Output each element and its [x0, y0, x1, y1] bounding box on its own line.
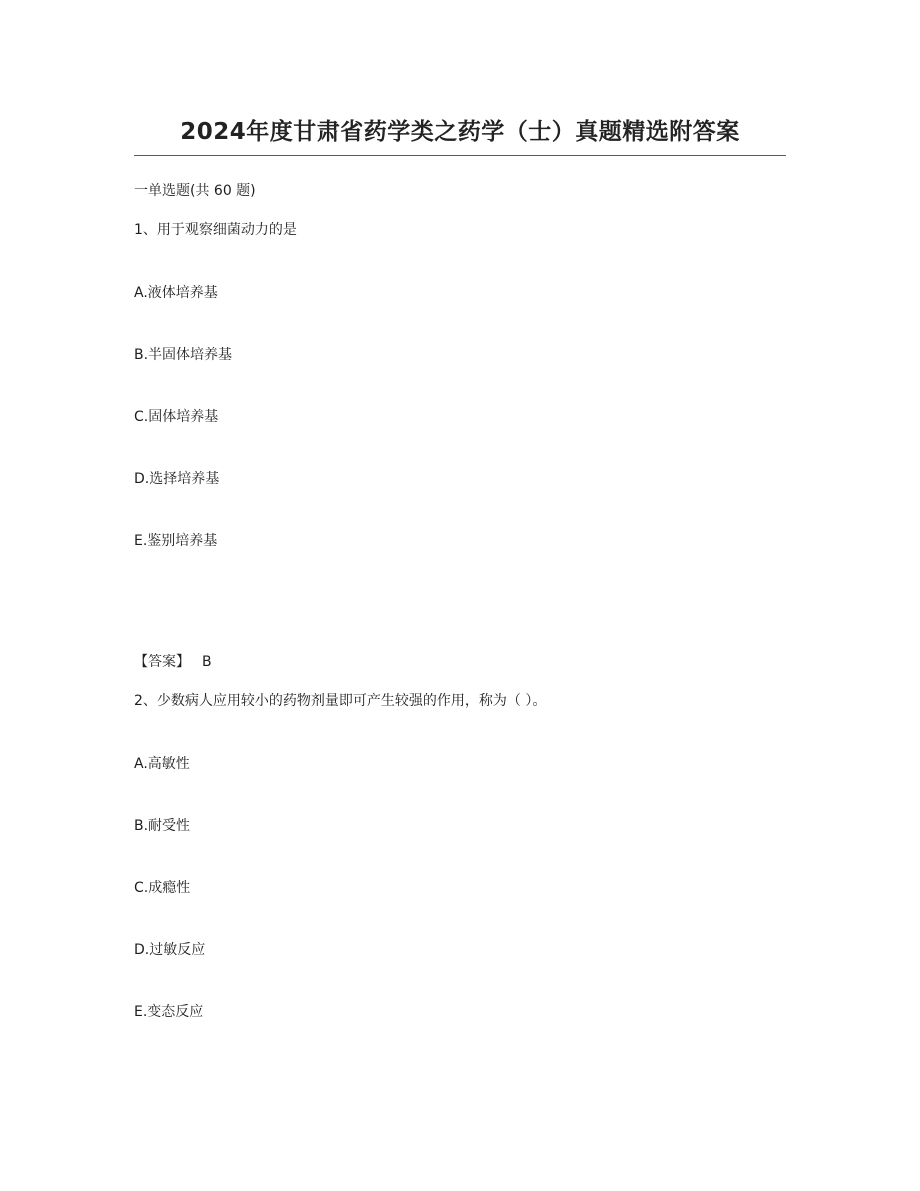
question-2-option-b: B.耐受性 — [134, 818, 191, 834]
question-1-option-b: B.半固体培养基 — [134, 347, 233, 363]
title-underline — [134, 155, 786, 156]
question-2-option-c: C.成瘾性 — [134, 880, 191, 896]
answer-label: 【答案】 — [134, 654, 190, 670]
section-heading: 一单选题(共 60 题) — [134, 183, 256, 199]
document-title: 2024年度甘肃省药学类之药学（士）真题精选附答案 — [180, 119, 740, 145]
question-2-option-a: A.高敏性 — [134, 756, 190, 772]
question-1-option-e: E.鉴别培养基 — [134, 533, 218, 549]
question-1-option-d: D.选择培养基 — [134, 471, 220, 487]
question-2-option-e: E.变态反应 — [134, 1004, 204, 1020]
answer-value: B — [202, 654, 212, 670]
question-1-option-a: A.液体培养基 — [134, 285, 218, 301]
question-1-answer — [134, 653, 212, 671]
question-1-stem: 1、用于观察细菌动力的是 — [134, 222, 297, 238]
question-2-option-d: D.过敏反应 — [134, 942, 206, 958]
question-2-stem: 2、少数病人应用较小的药物剂量即可产生较强的作用，称为（ ）。 — [134, 693, 547, 709]
question-1-option-c: C.固体培养基 — [134, 409, 219, 425]
